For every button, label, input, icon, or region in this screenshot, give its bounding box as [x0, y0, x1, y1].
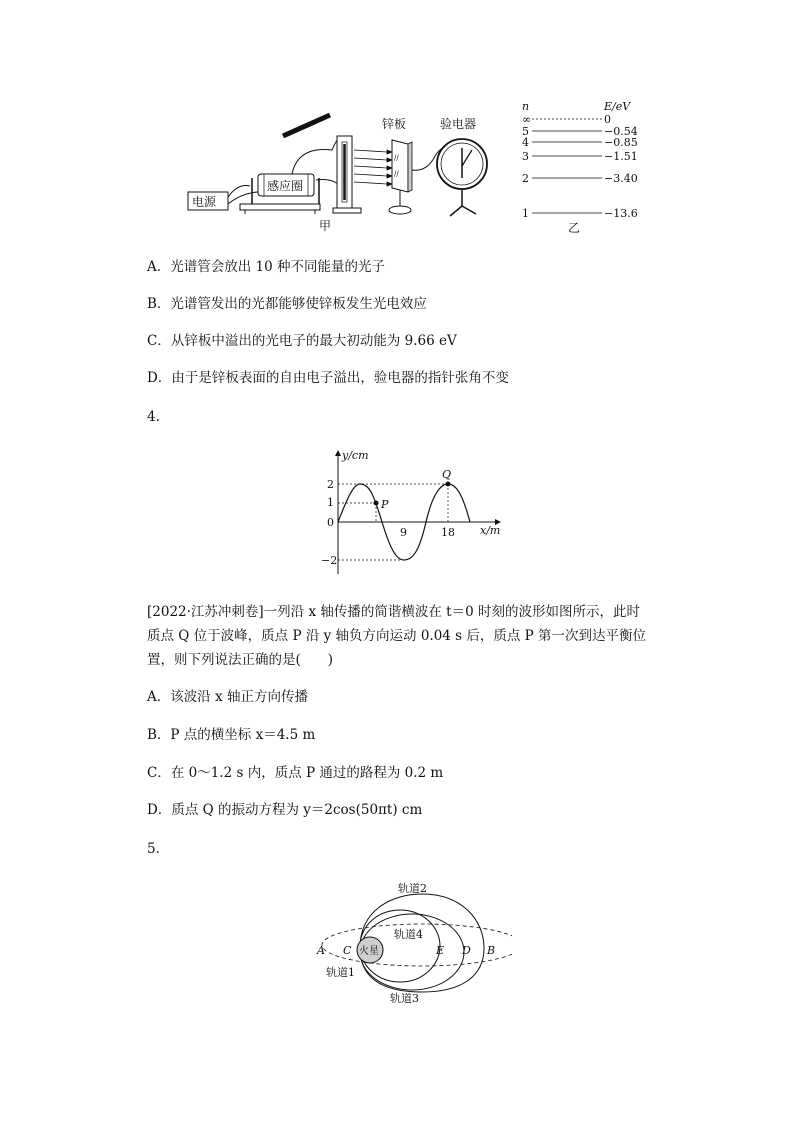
orbit-2-label: 轨道2	[398, 882, 427, 895]
svg-text://: //	[394, 154, 399, 162]
point-p-label: P	[381, 498, 389, 511]
coil-label: 感应圈	[267, 179, 304, 193]
level-n-3: 3	[522, 150, 529, 163]
q5-number: 5.	[147, 841, 160, 857]
point-e-label: E	[436, 944, 445, 957]
electroscope-label: 验电器	[440, 117, 477, 131]
x-tick-18: 18	[441, 526, 455, 539]
point-c-label: C	[343, 944, 352, 957]
x-tick-9: 9	[400, 526, 407, 539]
y-axis-label: y/cm	[342, 449, 369, 462]
level-n-5: 5	[522, 125, 529, 138]
level-n-4: 4	[522, 136, 529, 149]
level-n-2: 2	[522, 172, 529, 185]
figure-caption-left: 甲	[319, 219, 332, 233]
point-d-label: D	[462, 944, 471, 957]
q4-option-c[interactable]: C．在 0～1.2 s 内，质点 P 通过的路程为 0.2 m	[147, 765, 444, 781]
svg-text://: //	[394, 170, 399, 178]
point-b-label: B	[487, 944, 496, 957]
y-tick-minus-2: −2	[321, 554, 338, 567]
q4-stem: [2022·江苏冲刺卷]一列沿 x 轴传播的简谐横波在 t＝0 时刻的波形如图所示，此时质点 Q 位于波峰，质点 P 沿 y 轴负方向运动 0.04 s 后，质点 P 第一次到达平衡位置，则下列说法正确的是( )	[147, 604, 647, 668]
point-p	[374, 501, 379, 506]
levels-header-n: n	[522, 100, 530, 113]
q3-option-b[interactable]: B．光谱管发出的光都能够使锌板发生光电效应	[147, 296, 427, 312]
orbit-diagram	[312, 880, 512, 1008]
q3-option-d[interactable]: D．由于是锌板表面的自由电子溢出，验电器的指针张角不变	[147, 370, 509, 386]
y-tick-2: 2	[327, 478, 334, 491]
q3-option-c[interactable]: C．从锌板中溢出的光电子的最大初动能为 9.66 eV	[147, 333, 457, 349]
q4-number: 4.	[147, 409, 160, 425]
zinc-plate-label: 锌板	[382, 117, 407, 131]
level-e-1: −13.6	[604, 207, 638, 220]
y-tick-1: 1	[327, 496, 334, 509]
orbit-4-label: 轨道4	[394, 928, 423, 941]
level-e-2: −3.40	[604, 172, 638, 185]
y-tick-0: 0	[327, 516, 334, 529]
level-e-5: −0.54	[604, 125, 638, 138]
level-e-inf: 0	[604, 113, 611, 126]
figure-photoelectric-apparatus	[180, 98, 650, 236]
orbit-3-label: 轨道3	[390, 992, 419, 1005]
q3-option-a[interactable]: A．光谱管会放出 10 种不同能量的光子	[147, 259, 386, 275]
power-label: 电源	[192, 195, 217, 209]
point-a-label: A	[317, 944, 325, 957]
wave-graph	[318, 446, 508, 578]
point-q	[446, 482, 451, 487]
level-e-4: −0.85	[604, 136, 638, 149]
level-e-3: −1.51	[604, 150, 638, 163]
level-n-1: 1	[522, 207, 529, 220]
level-n-inf: ∞	[522, 113, 532, 126]
energy-level-diagram	[522, 100, 638, 235]
q4-option-d[interactable]: D．质点 Q 的振动方程为 y＝2cos(50πt) cm	[147, 802, 423, 818]
q4-option-a[interactable]: A．该波沿 x 轴正方向传播	[147, 689, 308, 705]
x-axis-label: x/m	[480, 524, 501, 537]
levels-header-e: E/eV	[604, 100, 631, 113]
figure-caption-right: 乙	[568, 221, 581, 235]
q4-option-b[interactable]: B．P 点的横坐标 x＝4.5 m	[147, 727, 316, 743]
orbit-1-label: 轨道1	[326, 966, 355, 979]
point-q-label: Q	[442, 468, 452, 481]
mars-label: 火星	[359, 946, 379, 957]
